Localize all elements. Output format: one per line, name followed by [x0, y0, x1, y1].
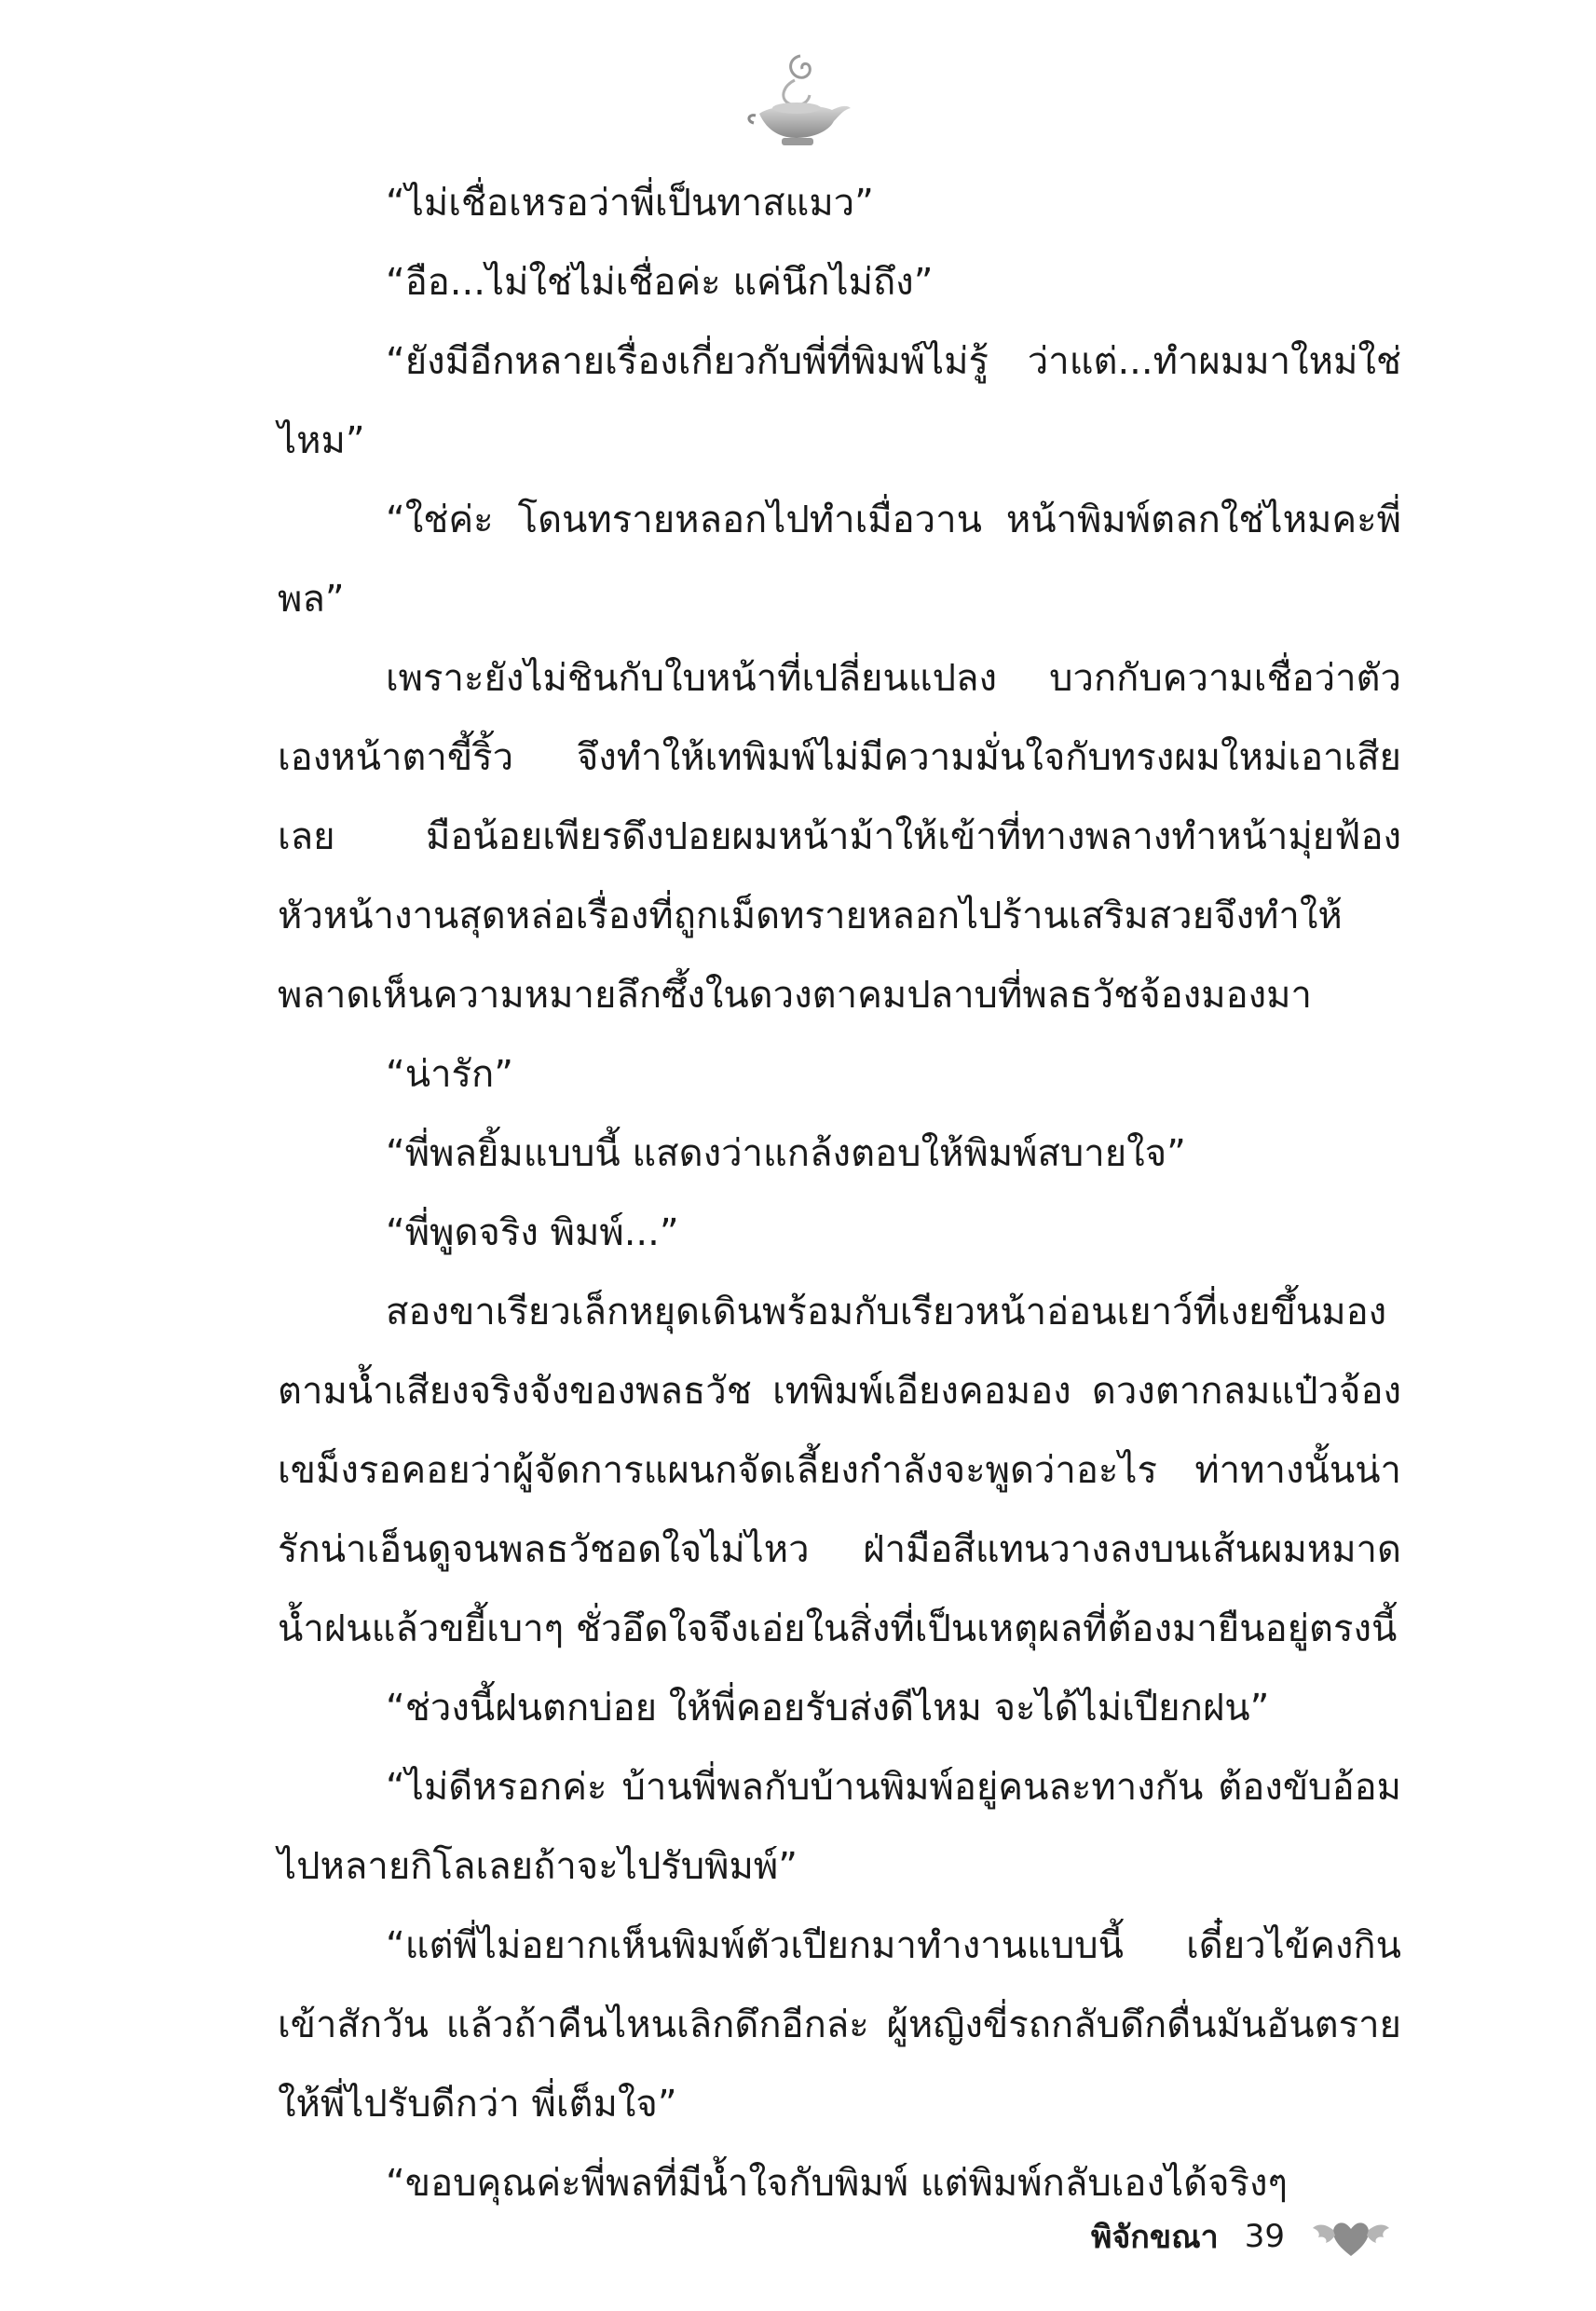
- paragraph: “อือ...ไม่ใช่ไม่เชื่อค่ะ แค่นึกไม่ถึง”: [386, 261, 934, 304]
- paragraph: “ช่วงนี้ฝนตกบ่อย ให้พี่คอยรับส่งดีไหม จะได้ไม่เปียกฝน”: [386, 1687, 1270, 1730]
- page-number: 39: [1244, 2218, 1285, 2255]
- page-footer: [1091, 2211, 1391, 2262]
- paragraph: สองขาเรียวเล็กหยุดเดินพร้อมกับเรียวหน้าอ่อนเยาว์ที่เงยขึ้นมองตามน้ำเสียงจริงจังของพลธวัช เทพิมพ์เอียงคอมอง ดวงตากลมแป๋วจ้องเขม็งรอคอยว่าผู้จัดการแผนกจัดเลี้ยงกำลังจะพูดว่าอะไร ท่าทางนั้นน่ารักน่าเอ็นดูจนพลธวัชอดใจไม่ไหว ฝ่ามือสีแทนวางลงบนเส้นผมหมาดน้ำฝนแล้วขยี้เบาๆ ชั่วอึดใจจึงเอ่ยในสิ่งที่เป็นเหตุผลที่ต้องมายืนอยู่ตรงนี้: [278, 1291, 1401, 1650]
- paragraph: “ไม่เชื่อเหรอว่าพี่เป็นทาสแมว”: [386, 182, 874, 225]
- genie-lamp-icon: [743, 48, 854, 151]
- paragraph: “ยังมีอีกหลายเรื่องเกี่ยวกับพี่ที่พิมพ์ไม่รู้ ว่าแต่...ทำผมมาใหม่ใช่ไหม”: [278, 340, 1401, 462]
- book-title: พิจักขณา: [1090, 2219, 1219, 2256]
- paragraph: “แต่พี่ไม่อยากเห็นพิมพ์ตัวเปียกมาทำงานแบบนี้ เดี๋ยวไข้คงกินเข้าสักวัน แล้วถ้าคืนไหนเลิกดึกอีกล่ะ ผู้หญิงขี่รถกลับดึกดื่นมันอันตราย ให้พี่ไปรับดีกว่า พี่เต็มใจ”: [278, 1924, 1401, 2126]
- paragraph: “พี่พูดจริง พิมพ์...”: [386, 1211, 679, 1254]
- paragraph: เพราะยังไม่ชินกับใบหน้าที่เปลี่ยนแปลง บวกกับความเชื่อว่าตัวเองหน้าตาขี้ริ้ว จึงทำให้เทพิมพ์ไม่มีความมั่นใจกับทรงผมใหม่เอาเสียเลย มือน้อยเพียรดึงปอยผมหน้าม้าให้เข้าที่ทางพลางทำหน้ามุ่ยฟ้องหัวหน้างานสุดหล่อเรื่องที่ถูกเม็ดทรายหลอกไปร้านเสริมสวยจึงทำให้พลาดเห็นความหมายลึกซึ้งในดวงตาคมปลาบที่พลธวัชจ้องมองมา: [278, 657, 1401, 1017]
- paragraph: “น่ารัก”: [386, 1053, 513, 1096]
- paragraph: “ขอบคุณค่ะพี่พลที่มีน้ำใจกับพิมพ์ แต่พิมพ์กลับเองได้จริงๆ: [386, 2162, 1289, 2205]
- book-page-body: [278, 164, 1401, 2223]
- paragraph: “ไม่ดีหรอกค่ะ บ้านพี่พลกับบ้านพิมพ์อยู่คนละทางกัน ต้องขับอ้อมไปหลายกิโลเลยถ้าจะไปรับพิมพ์”: [278, 1766, 1401, 1888]
- winged-heart-icon: [1311, 2213, 1391, 2260]
- paragraph: “ใช่ค่ะ โดนทรายหลอกไปทำเมื่อวาน หน้าพิมพ์ตลกใช่ไหมคะพี่พล”: [278, 499, 1401, 621]
- paragraph: “พี่พลยิ้มแบบนี้ แสดงว่าแกล้งตอบให้พิมพ์สบายใจ”: [386, 1132, 1186, 1175]
